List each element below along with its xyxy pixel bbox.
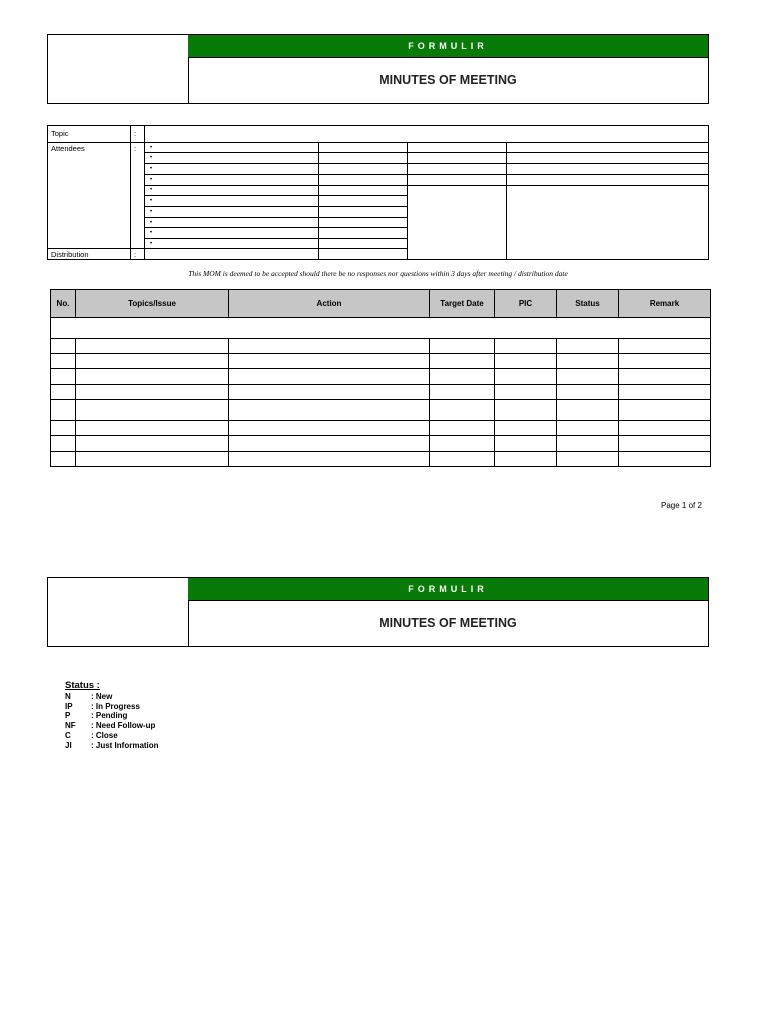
topic-colon: : xyxy=(134,129,137,138)
document-title: MINUTES OF MEETING xyxy=(379,73,517,87)
distribution-colon: : xyxy=(134,250,137,259)
attendee-bullet: • xyxy=(150,230,153,236)
col-header-remark: Remark xyxy=(619,290,711,318)
attendees-label: Attendees xyxy=(51,144,85,153)
attendees-colon: : xyxy=(134,144,137,153)
distribution-label: Distribution xyxy=(51,250,89,259)
col-header-action: Action xyxy=(229,290,430,318)
legend-code: JI xyxy=(65,740,72,750)
formulir-band: FORMULIR xyxy=(188,35,708,58)
page-number: Page 1 of 2 xyxy=(661,501,702,510)
form-header xyxy=(47,577,709,647)
legend-code: P xyxy=(65,711,71,721)
acceptance-note: This MOM is deemed to be accepted should there be no responses nor questions within 3 days after meeting / distribution date xyxy=(188,269,568,278)
col-header-status: Status xyxy=(557,290,619,318)
col-header-target-date: Target Date xyxy=(430,290,495,318)
legend-desc: : In Progress xyxy=(91,701,140,711)
table-row xyxy=(51,436,711,452)
legend-item xyxy=(65,721,159,731)
legend-code: NF xyxy=(65,721,76,731)
legend-desc: : Just Information xyxy=(91,740,159,750)
legend-code: C xyxy=(65,730,71,740)
legend-item xyxy=(65,702,159,712)
table-row xyxy=(51,385,711,400)
action-items-table xyxy=(50,289,711,467)
status-legend xyxy=(65,681,159,751)
form-header xyxy=(47,34,709,104)
legend-desc: : Pending xyxy=(91,711,128,721)
attendee-bullet: • xyxy=(150,177,153,183)
col-header-no: No. xyxy=(51,290,76,318)
table-row xyxy=(51,339,711,354)
status-legend-heading: Status : xyxy=(65,680,100,691)
legend-desc: : New xyxy=(91,691,113,701)
legend-code: N xyxy=(65,691,71,701)
logo-placeholder xyxy=(48,578,189,646)
attendee-bullet: • xyxy=(150,198,153,204)
attendee-bullet: • xyxy=(150,166,153,172)
table-row xyxy=(51,400,711,421)
attendee-bullet: • xyxy=(150,145,153,151)
attendee-bullet: • xyxy=(150,241,153,247)
table-row xyxy=(51,421,711,436)
meeting-info-table xyxy=(47,125,709,260)
legend-item xyxy=(65,711,159,721)
col-header-pic: PIC xyxy=(495,290,557,318)
logo-placeholder xyxy=(48,35,189,103)
legend-desc: : Close xyxy=(91,730,118,740)
legend-item xyxy=(65,741,159,751)
col-header-topics: Topics/Issue xyxy=(76,290,229,318)
table-row xyxy=(51,452,711,467)
formulir-band: FORMULIR xyxy=(188,578,708,601)
legend-item xyxy=(65,692,159,702)
legend-code: IP xyxy=(65,701,73,711)
attendee-bullet: • xyxy=(150,209,153,215)
topic-label: Topic xyxy=(51,129,69,138)
legend-item xyxy=(65,731,159,741)
attendee-bullet: • xyxy=(150,187,153,193)
attendee-bullet: • xyxy=(150,220,153,226)
table-row xyxy=(51,354,711,369)
section-row xyxy=(51,318,711,339)
legend-desc: : Need Follow-up xyxy=(91,721,156,731)
document-title: MINUTES OF MEETING xyxy=(379,616,517,630)
attendee-bullet: • xyxy=(150,155,153,161)
table-row xyxy=(51,369,711,385)
